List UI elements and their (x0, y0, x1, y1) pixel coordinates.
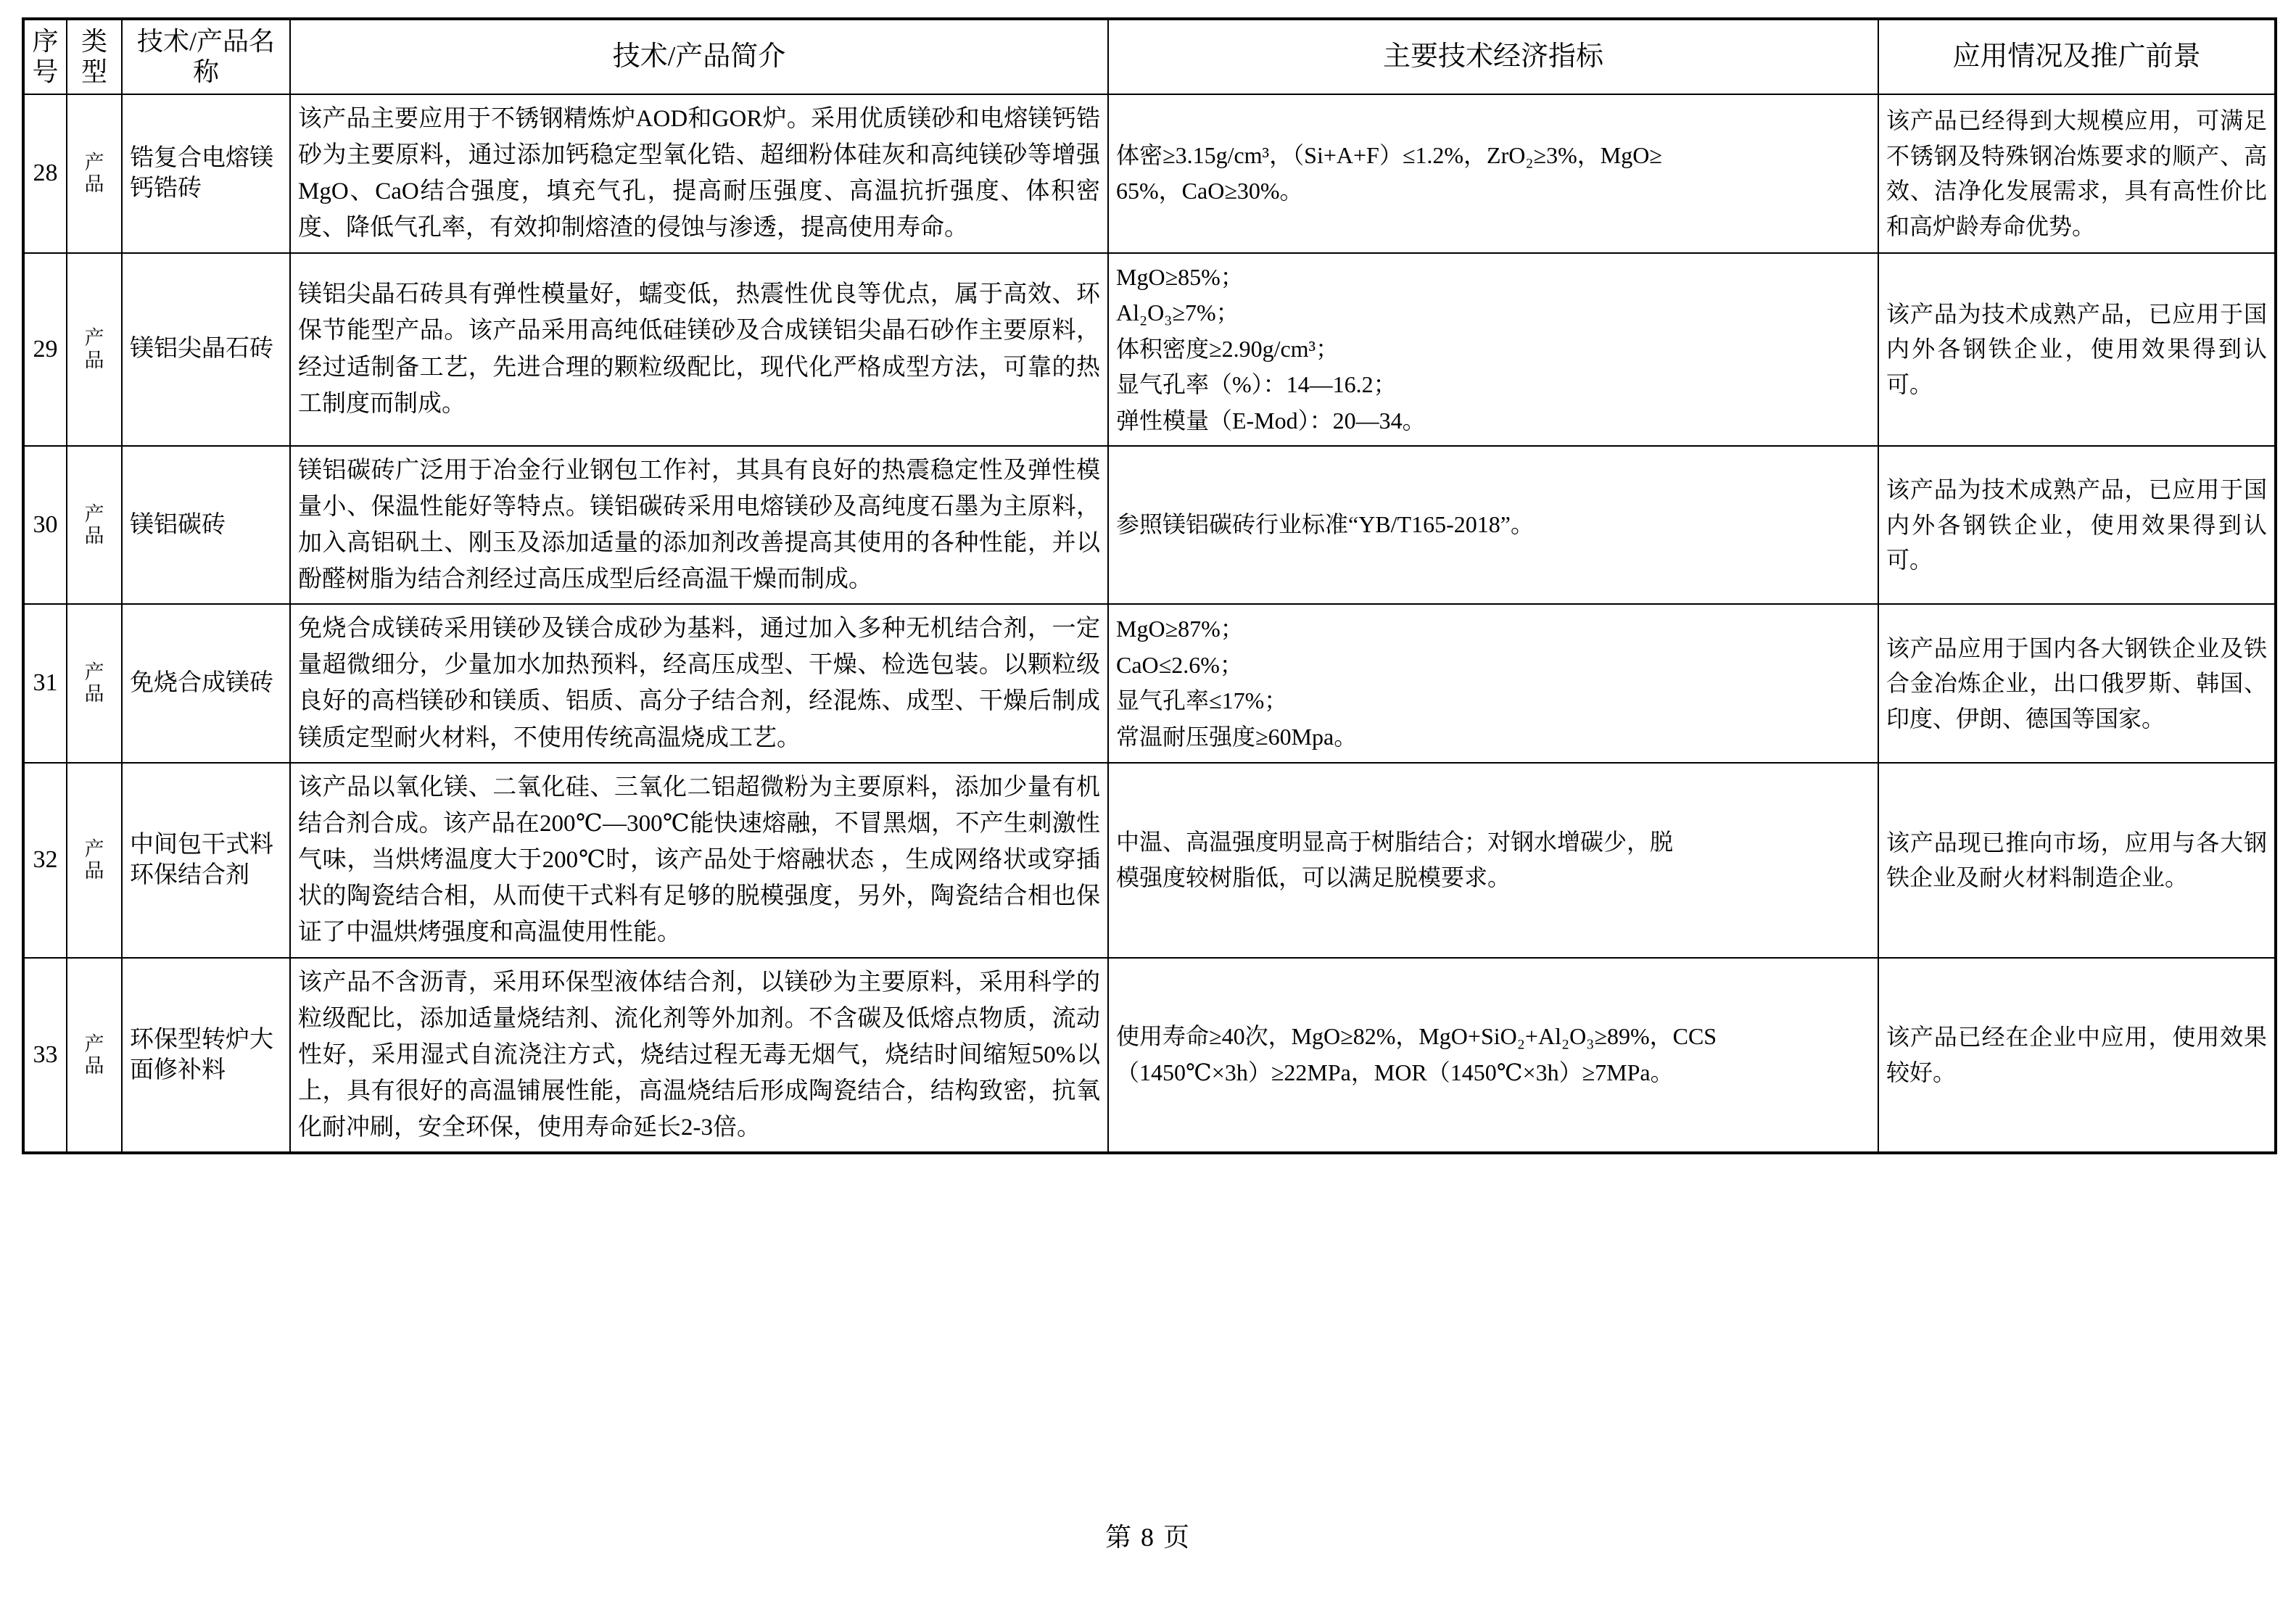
technical-indicator-line: 中温、高温强度明显高于树脂结合；对钢水增碳少，脱 (1116, 828, 1674, 855)
cell-application-prospect: 该产品应用于国内各大钢铁企业及铁合金冶炼企业，出口俄罗斯、韩国、印度、伊朗、德国等国家。 (1878, 604, 2276, 763)
cell-product-name: 镁铝碳砖 (122, 446, 290, 605)
page-footer: 第 8 页 (1104, 1523, 1191, 1552)
table-body (23, 94, 2276, 1153)
cell-sequence-number: 30 (23, 446, 67, 605)
technical-indicator-line: 显气孔率（%）：14—16.2； (1116, 371, 1397, 398)
cell-product-name: 镁铝尖晶石砖 (122, 253, 290, 446)
cell-type (67, 604, 122, 763)
cell-description: 镁铝尖晶石砖具有弹性模量好，蠕变低，热震性优良等优点，属于高效、环保节能型产品。该产品采用高纯低硅镁砂及合成镁铝尖晶石砂作主要原料，经过适制备工艺，先进合理的颗粒级配比，现代化严格成型方法，可靠的热工制度而制成。 (290, 253, 1108, 446)
cell-technical-indicators (1108, 253, 1878, 446)
cell-description: 该产品主要应用于不锈钢精炼炉AOD和GOR炉。采用优质镁砂和电熔镁钙锆砂为主要原料，通过添加钙稳定型氧化锆、超细粉体硅灰和高纯镁砂等增强MgO、CaO结合强度，填充气孔，提高耐压强度、高温抗折强度、体积密度、降低气孔率，有效抑制熔渣的侵蚀与渗透，提高使用寿命。 (290, 94, 1108, 253)
type-label-vertical: 产品 (84, 327, 104, 371)
technical-indicator-line: Al₂O₃≥7%； (1116, 299, 1239, 326)
cell-description: 免烧合成镁砖采用镁砂及镁合成砂为基料，通过加入多种无机结合剂，一定量超微细分，少量加水加热预料，经高压成型、干燥、检选包装。以颗粒级良好的高档镁砂和镁质、铝质、高分子结合剂，经混炼、成型、干燥后制成镁质定型耐火材料，不使用传统高温烧成工艺。 (290, 604, 1108, 763)
technical-indicator-line: 使用寿命≥40次，MgO≥82%，MgO+SiO₂+Al₂O₃≥89%，CCS (1116, 1023, 1717, 1050)
technical-indicator-line: 模强度较树脂低，可以满足脱模要求。 (1116, 864, 1511, 891)
table-row (23, 604, 2276, 763)
type-label-vertical: 产品 (84, 502, 104, 547)
cell-application-prospect: 该产品为技术成熟产品，已应用于国内外各钢铁企业，使用效果得到认可。 (1878, 446, 2276, 605)
cell-type (67, 958, 122, 1154)
table-row (23, 94, 2276, 253)
technical-indicator-line: 体积密度≥2.90g/cm³； (1116, 335, 1339, 362)
technical-indicator-line: CaO≤2.6%； (1116, 651, 1243, 678)
cell-type (67, 763, 122, 958)
cell-application-prospect: 该产品为技术成熟产品，已应用于国内外各钢铁企业，使用效果得到认可。 (1878, 253, 2276, 446)
technical-indicator-line: 常温耐压强度≥60Mpa。 (1116, 724, 1358, 750)
cell-application-prospect: 该产品已经在企业中应用，使用效果较好。 (1878, 958, 2276, 1154)
cell-description: 该产品不含沥青，采用环保型液体结合剂，以镁砂为主要原料，采用科学的粒级配比，添加适量烧结剂、流化剂等外加剂。不含碳及低熔点物质，流动性好，采用湿式自流浇注方式，烧结过程无毒无烟气，烧结时间缩短50%以上，具有很好的高温铺展性能，高温烧结后形成陶瓷结合，结构致密，抗氧化耐冲刷，安全环保，使用寿命延长2-3倍。 (290, 958, 1108, 1154)
type-label-vertical: 产品 (84, 152, 104, 196)
technical-indicator-line: 参照镁铝碳砖行业标准“YB/T165-2018”。 (1116, 511, 1534, 538)
cell-application-prospect: 该产品现已推向市场，应用与各大钢铁企业及耐火材料制造企业。 (1878, 763, 2276, 958)
cell-sequence-number: 33 (23, 958, 67, 1154)
cell-technical-indicators (1108, 958, 1878, 1154)
type-label-vertical: 产品 (84, 837, 104, 882)
cell-technical-indicators (1108, 446, 1878, 605)
cell-description: 镁铝碳砖广泛用于冶金行业钢包工作衬，其具有良好的热震稳定性及弹性模量小、保温性能好等特点。镁铝碳砖采用电熔镁砂及高纯度石墨为主原料，加入高铝矾土、刚玉及添加适量的添加剂改善提高其使用的各种性能，并以酚醛树脂为结合剂经过高压成型后经高温干燥而制成。 (290, 446, 1108, 605)
column-header-seq: 序号 (23, 19, 67, 94)
technical-indicator-line: 弹性模量（E-Mod）：20—34。 (1116, 407, 1426, 434)
table-row (23, 763, 2276, 958)
technical-indicator-line: 体密≥3.15g/cm³，（Si+A+F）≤1.2%，ZrO₂≥3%，MgO≥ (1116, 141, 1662, 168)
technical-indicator-line: MgO≥85%； (1116, 263, 1244, 290)
cell-description: 该产品以氧化镁、二氧化硅、三氧化二铝超微粉为主要原料，添加少量有机结合剂合成。该产品在200℃—300℃能快速熔融，不冒黑烟，不产生刺激性气味，当烘烤温度大于200℃时，该产品处于熔融状态 ，生成网络状或穿插状的陶瓷结合相，从而使干式料有足够的脱模强度，另外，陶瓷结合相也保证了中温烘烤强度和高温使用性能。 (290, 763, 1108, 958)
technical-indicator-line: 显气孔率≤17%； (1116, 687, 1288, 714)
technical-indicator-line: 65%，CaO≥30%。 (1116, 178, 1303, 204)
cell-sequence-number: 29 (23, 253, 67, 446)
table-header (23, 19, 2276, 94)
table-row (23, 958, 2276, 1154)
column-header-app: 应用情况及推广前景 (1878, 19, 2276, 94)
cell-sequence-number: 31 (23, 604, 67, 763)
table-row (23, 446, 2276, 605)
cell-type (67, 253, 122, 446)
cell-sequence-number: 28 (23, 94, 67, 253)
cell-product-name: 环保型转炉大面修补料 (122, 958, 290, 1154)
cell-type (67, 94, 122, 253)
cell-product-name: 免烧合成镁砖 (122, 604, 290, 763)
column-header-spec: 主要技术经济指标 (1108, 19, 1878, 94)
table-row (23, 253, 2276, 446)
technology-product-table (22, 17, 2277, 1154)
cell-technical-indicators (1108, 763, 1878, 958)
column-header-name: 技术/产品名称 (122, 19, 290, 94)
type-label-vertical: 产品 (84, 661, 104, 706)
cell-sequence-number: 32 (23, 763, 67, 958)
type-label-vertical: 产品 (84, 1033, 104, 1077)
cell-type (67, 446, 122, 605)
cell-technical-indicators (1108, 94, 1878, 253)
technical-indicator-line: （1450℃×3h）≥22MPa，MOR（1450℃×3h）≥7MPa。 (1116, 1059, 1674, 1085)
cell-technical-indicators (1108, 604, 1878, 763)
cell-application-prospect: 该产品已经得到大规模应用，可满足不锈钢及特殊钢冶炼要求的顺产、高效、洁净化发展需求，具有高性价比和高炉龄寿命优势。 (1878, 94, 2276, 253)
column-header-desc: 技术/产品简介 (290, 19, 1108, 94)
cell-product-name: 锆复合电熔镁钙锆砖 (122, 94, 290, 253)
table-header-row (23, 19, 2276, 94)
technical-indicator-line: MgO≥87%； (1116, 616, 1244, 642)
column-header-type: 类型 (67, 19, 122, 94)
cell-product-name: 中间包干式料环保结合剂 (122, 763, 290, 958)
